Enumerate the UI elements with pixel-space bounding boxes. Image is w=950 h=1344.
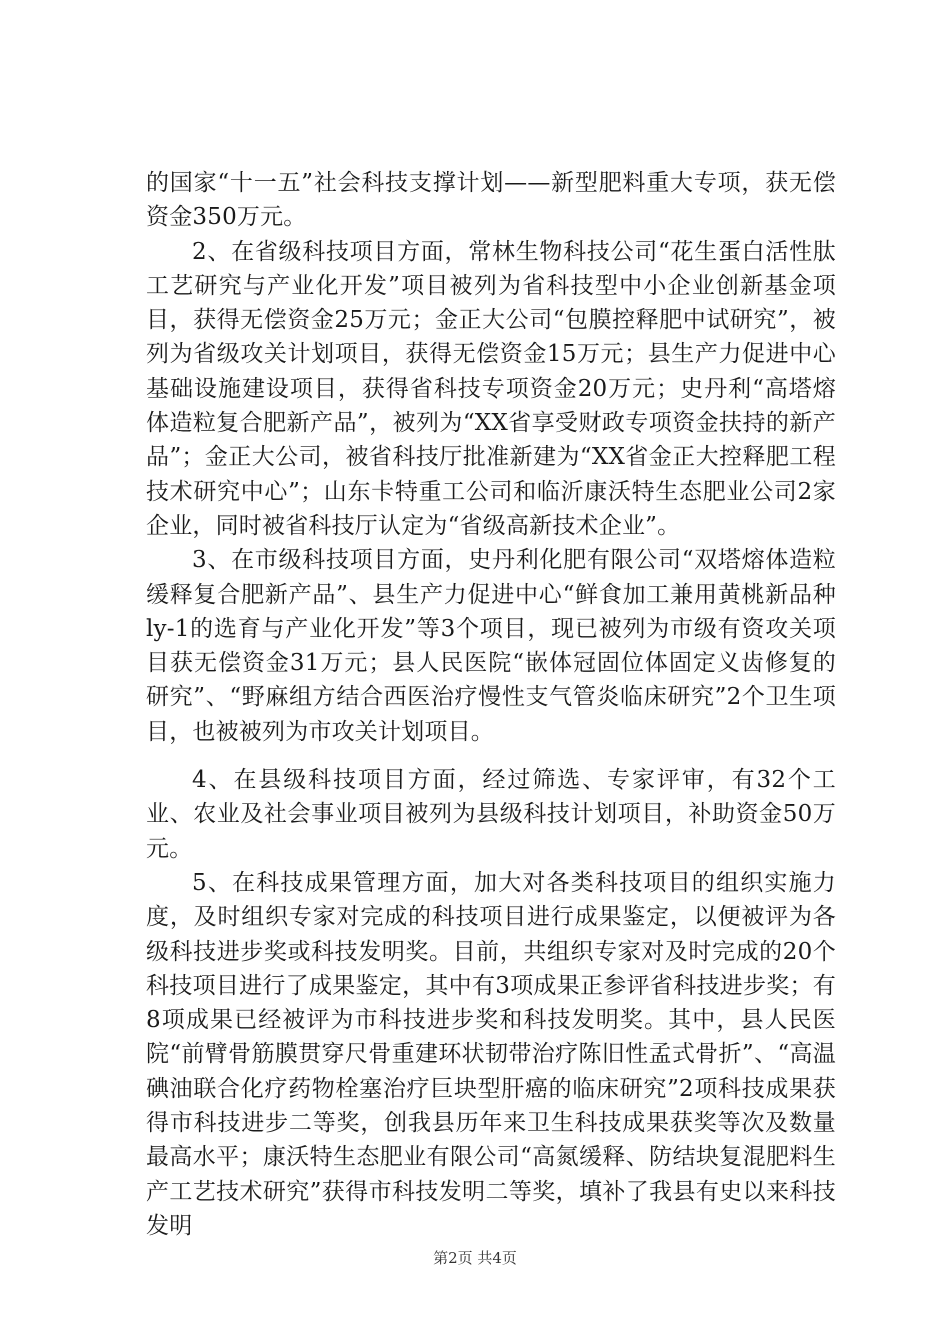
paragraph-county-projects: 4、在县级科技项目方面，经过筛选、专家评审，有32个工业、农业及社会事业项目被列为县级科技计划项目，补助资金50万元。 <box>146 767 836 862</box>
paragraph-city-projects: 3、在市级科技项目方面，史丹利化肥有限公司“双塔熔体造粒缓释复合肥新产品”、县生产力促进中心“鲜食加工兼用黄桃新品种ly-1的选育与产业化开发”等3个项目，现已被列为市级有资攻关项目获无偿资金31万元；县人民医院“嵌体冠固位体固定义齿修复的研究”、“野麻组方结合西医治疗慢性支气管炎临床研究”2个卫生项目，也被被列为市攻关计划项目。 <box>146 547 836 745</box>
document-body <box>146 166 836 1243</box>
paragraph-provincial-projects: 2、在省级科技项目方面，常林生物科技公司“花生蛋白活性肽工艺研究与产业化开发”项目被列为省科技型中小企业创新基金项目，获得无偿资金25万元；金正大公司“包膜控释肥中试研究”，被列为省级攻关计划项目，获得无偿资金15万元；县生产力促进中心基础设施建设项目，获得省科技专项资金20万元；史丹利“高塔熔体造粒复合肥新产品”，被列为“XX省享受财政专项资金扶持的新产品”；金正大公司，被省科技厅批准新建为“XX省金正大控释肥工程技术研究中心”；山东卡特重工公司和临沂康沃特生态肥业公司2家企业，同时被省科技厅认定为“省级高新技术企业”。 <box>146 238 836 539</box>
paragraph-achievement-management: 5、在科技成果管理方面，加大对各类科技项目的组织实施力度，及时组织专家对完成的科技项目进行成果鉴定，以便被评为各级科技进步奖或科技发明奖。目前，共组织专家对及时完成的20个科技项目进行了成果鉴定，其中有3项成果正参评省科技进步奖；有8项成果已经被评为市科技进步奖和科技发明奖。其中，县人民医院“前臂骨筋膜贯穿尺骨重建环状韧带治疗陈旧性孟式骨折”、“高温碘油联合化疗药物栓塞治疗巨块型肝癌的临床研究”2项科技成果获得市科技进步二等奖，创我县历年来卫生科技成果获奖等次及数量最高水平；康沃特生态肥业有限公司“高氮缓释、防结块复混肥料生产工艺技术研究”获得市科技发明二等奖，填补了我县有史以来科技发明 <box>146 869 836 1239</box>
page-number-footer: 第2页 共4页 <box>433 1249 517 1267</box>
paragraph-continuation: 的国家“十一五”社会科技支撑计划——新型肥料重大专项，获无偿资金350万元。 <box>146 170 836 231</box>
